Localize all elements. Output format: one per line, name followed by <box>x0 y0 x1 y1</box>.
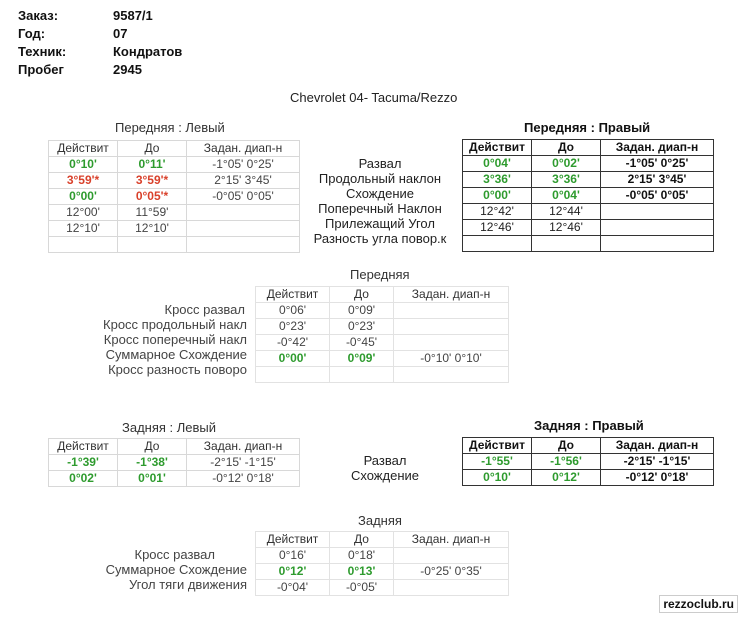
rear-cross-table <box>255 531 509 596</box>
cell-before: 0°05'* <box>118 189 187 205</box>
cell-spec <box>601 204 714 220</box>
cell-spec <box>394 335 509 351</box>
table-row <box>256 548 509 564</box>
table-row <box>256 580 509 596</box>
col-actual: Действит <box>256 532 330 548</box>
cross-label: Кросс развал <box>164 302 245 317</box>
cell-spec: -0°10' 0°10' <box>394 351 509 367</box>
label-rear-camber: Развал <box>363 453 407 468</box>
table-row <box>49 471 300 487</box>
label-included-angle: Прилежащий Угол <box>325 216 435 231</box>
cell-spec: -0°12' 0°18' <box>187 471 300 487</box>
mileage-label: Пробег <box>18 62 64 77</box>
cross-label: Угол тяги движения <box>128 577 247 592</box>
cross-label: Кросс поперечный накл <box>103 332 247 347</box>
rear-cross-title: Задняя <box>358 513 402 528</box>
cell-before: 3°36' <box>532 172 601 188</box>
cell-actual: 0°16' <box>256 548 330 564</box>
cell-before: -0°05' <box>330 580 394 596</box>
col-spec: Задан. диап-н <box>601 140 714 156</box>
rear-right-title: Задняя : Правый <box>534 418 644 433</box>
cell-spec: -0°12' 0°18' <box>601 470 714 486</box>
cell-before: 0°13' <box>330 564 394 580</box>
label-caster: Продольный наклон <box>318 171 442 186</box>
cell-before: 0°04' <box>532 188 601 204</box>
col-before: До <box>330 287 394 303</box>
cell-before: 0°11' <box>118 157 187 173</box>
cell-spec <box>601 220 714 236</box>
table-row <box>49 205 300 221</box>
cell-spec: -2°15' -1°15' <box>187 455 300 471</box>
table-row <box>463 156 714 172</box>
table-row <box>463 236 714 252</box>
table-row <box>49 189 300 205</box>
cell-spec <box>394 319 509 335</box>
cell-before: 0°09' <box>330 351 394 367</box>
cell-actual: 12°42' <box>463 204 532 220</box>
cell-actual: 3°59'* <box>49 173 118 189</box>
cell-before: 12°10' <box>118 221 187 237</box>
order-label: Заказ: <box>18 8 59 23</box>
table-header-row <box>463 140 714 156</box>
col-spec: Задан. диап-н <box>601 438 714 454</box>
cell-actual: 3°36' <box>463 172 532 188</box>
cell-actual: 0°10' <box>49 157 118 173</box>
col-spec: Задан. диап-н <box>187 439 300 455</box>
cell-actual: 0°02' <box>49 471 118 487</box>
cell-before <box>330 367 394 383</box>
year-value: 07 <box>113 26 128 41</box>
col-actual: Действит <box>463 140 532 156</box>
cell-actual: 0°00' <box>49 189 118 205</box>
cell-actual <box>49 237 118 253</box>
col-before: До <box>330 532 394 548</box>
label-toe: Схождение <box>345 186 414 201</box>
site-watermark: rezzoclub.ru <box>659 595 738 613</box>
order-value: 9587/1 <box>113 8 153 23</box>
cell-before: 11°59' <box>118 205 187 221</box>
cell-before: 0°02' <box>532 156 601 172</box>
cell-before: 0°23' <box>330 319 394 335</box>
cell-spec <box>187 205 300 221</box>
table-row <box>256 319 509 335</box>
cell-before <box>118 237 187 253</box>
table-row <box>463 188 714 204</box>
label-sai: Поперечный Наклон <box>318 201 442 216</box>
table-header-row <box>256 532 509 548</box>
cell-actual: -1°55' <box>463 454 532 470</box>
col-before: До <box>532 438 601 454</box>
cell-spec: -1°05' 0°25' <box>187 157 300 173</box>
col-actual: Действит <box>49 141 118 157</box>
table-row <box>49 157 300 173</box>
rear-left-title: Задняя : Левый <box>122 420 217 435</box>
table-row <box>463 204 714 220</box>
table-row <box>256 564 509 580</box>
table-row <box>463 220 714 236</box>
table-row <box>49 221 300 237</box>
front-right-table <box>462 139 714 252</box>
cell-spec: -0°05' 0°05' <box>601 188 714 204</box>
cell-before <box>532 236 601 252</box>
table-row <box>256 367 509 383</box>
cell-spec <box>394 580 509 596</box>
cell-actual: 0°10' <box>463 470 532 486</box>
rear-left-table <box>48 438 300 487</box>
cell-spec: 2°15' 3°45' <box>601 172 714 188</box>
cross-label: Кросс разность поворо <box>108 362 247 377</box>
front-right-title: Передняя : Правый <box>524 120 651 135</box>
col-actual: Действит <box>49 439 118 455</box>
table-header-row <box>49 141 300 157</box>
table-row <box>256 351 509 367</box>
cell-spec: -0°05' 0°05' <box>187 189 300 205</box>
col-actual: Действит <box>256 287 330 303</box>
table-row <box>49 455 300 471</box>
cell-before: 0°18' <box>330 548 394 564</box>
cross-label: Суммарное Схождение <box>105 562 247 577</box>
cell-actual: 0°00' <box>463 188 532 204</box>
label-turn-angle-diff: Разность угла повор.к <box>313 231 447 246</box>
table-header-row <box>49 439 300 455</box>
cell-actual: 0°23' <box>256 319 330 335</box>
table-row <box>463 454 714 470</box>
cell-before: 12°46' <box>532 220 601 236</box>
col-before: До <box>118 141 187 157</box>
col-before: До <box>532 140 601 156</box>
cell-actual <box>256 367 330 383</box>
cell-spec <box>187 221 300 237</box>
mileage-value: 2945 <box>113 62 142 77</box>
cell-before: -1°38' <box>118 455 187 471</box>
cell-spec <box>601 236 714 252</box>
cell-actual: 12°46' <box>463 220 532 236</box>
col-spec: Задан. диап-н <box>187 141 300 157</box>
table-header-row <box>463 438 714 454</box>
col-spec: Задан. диап-н <box>394 287 509 303</box>
col-spec: Задан. диап-н <box>394 532 509 548</box>
cross-label: Кросс развал <box>134 547 215 562</box>
label-rear-toe: Схождение <box>350 468 419 483</box>
table-row <box>463 470 714 486</box>
front-left-table <box>48 140 300 253</box>
cell-before: -1°56' <box>532 454 601 470</box>
col-before: До <box>118 439 187 455</box>
cell-actual: 12°10' <box>49 221 118 237</box>
cell-actual: -0°42' <box>256 335 330 351</box>
table-header-row <box>256 287 509 303</box>
front-cross-table <box>255 286 509 383</box>
front-left-title: Передняя : Левый <box>115 120 225 135</box>
cell-spec: -2°15' -1°15' <box>601 454 714 470</box>
cell-before: 0°09' <box>330 303 394 319</box>
cell-before: 3°59'* <box>118 173 187 189</box>
cell-spec: -1°05' 0°25' <box>601 156 714 172</box>
cell-actual <box>463 236 532 252</box>
cell-actual: 0°06' <box>256 303 330 319</box>
cell-actual: 12°00' <box>49 205 118 221</box>
cell-spec: -0°25' 0°35' <box>394 564 509 580</box>
cell-spec <box>394 303 509 319</box>
cell-spec <box>187 237 300 253</box>
col-actual: Действит <box>463 438 532 454</box>
table-row <box>49 237 300 253</box>
cell-actual: 0°12' <box>256 564 330 580</box>
cell-spec <box>394 367 509 383</box>
vehicle-title: Chevrolet 04- Tacuma/Rezzo <box>290 90 458 105</box>
cross-label: Кросс продольный накл <box>103 317 247 332</box>
table-row <box>49 173 300 189</box>
table-row <box>463 172 714 188</box>
cell-before: 12°44' <box>532 204 601 220</box>
label-camber: Развал <box>358 156 402 171</box>
cell-spec: 2°15' 3°45' <box>187 173 300 189</box>
cell-actual: 0°00' <box>256 351 330 367</box>
cell-before: 0°01' <box>118 471 187 487</box>
cell-before: 0°12' <box>532 470 601 486</box>
cell-before: -0°45' <box>330 335 394 351</box>
rear-right-table <box>462 437 714 486</box>
cell-spec <box>394 548 509 564</box>
year-label: Год: <box>18 26 46 41</box>
technician-value: Кондратов <box>113 44 183 59</box>
table-row <box>256 303 509 319</box>
technician-label: Техник: <box>18 44 67 59</box>
cell-actual: 0°04' <box>463 156 532 172</box>
cross-label: Суммарное Схождение <box>105 347 247 362</box>
front-cross-title: Передняя <box>350 267 410 282</box>
cell-actual: -0°04' <box>256 580 330 596</box>
table-row <box>256 335 509 351</box>
cell-actual: -1°39' <box>49 455 118 471</box>
